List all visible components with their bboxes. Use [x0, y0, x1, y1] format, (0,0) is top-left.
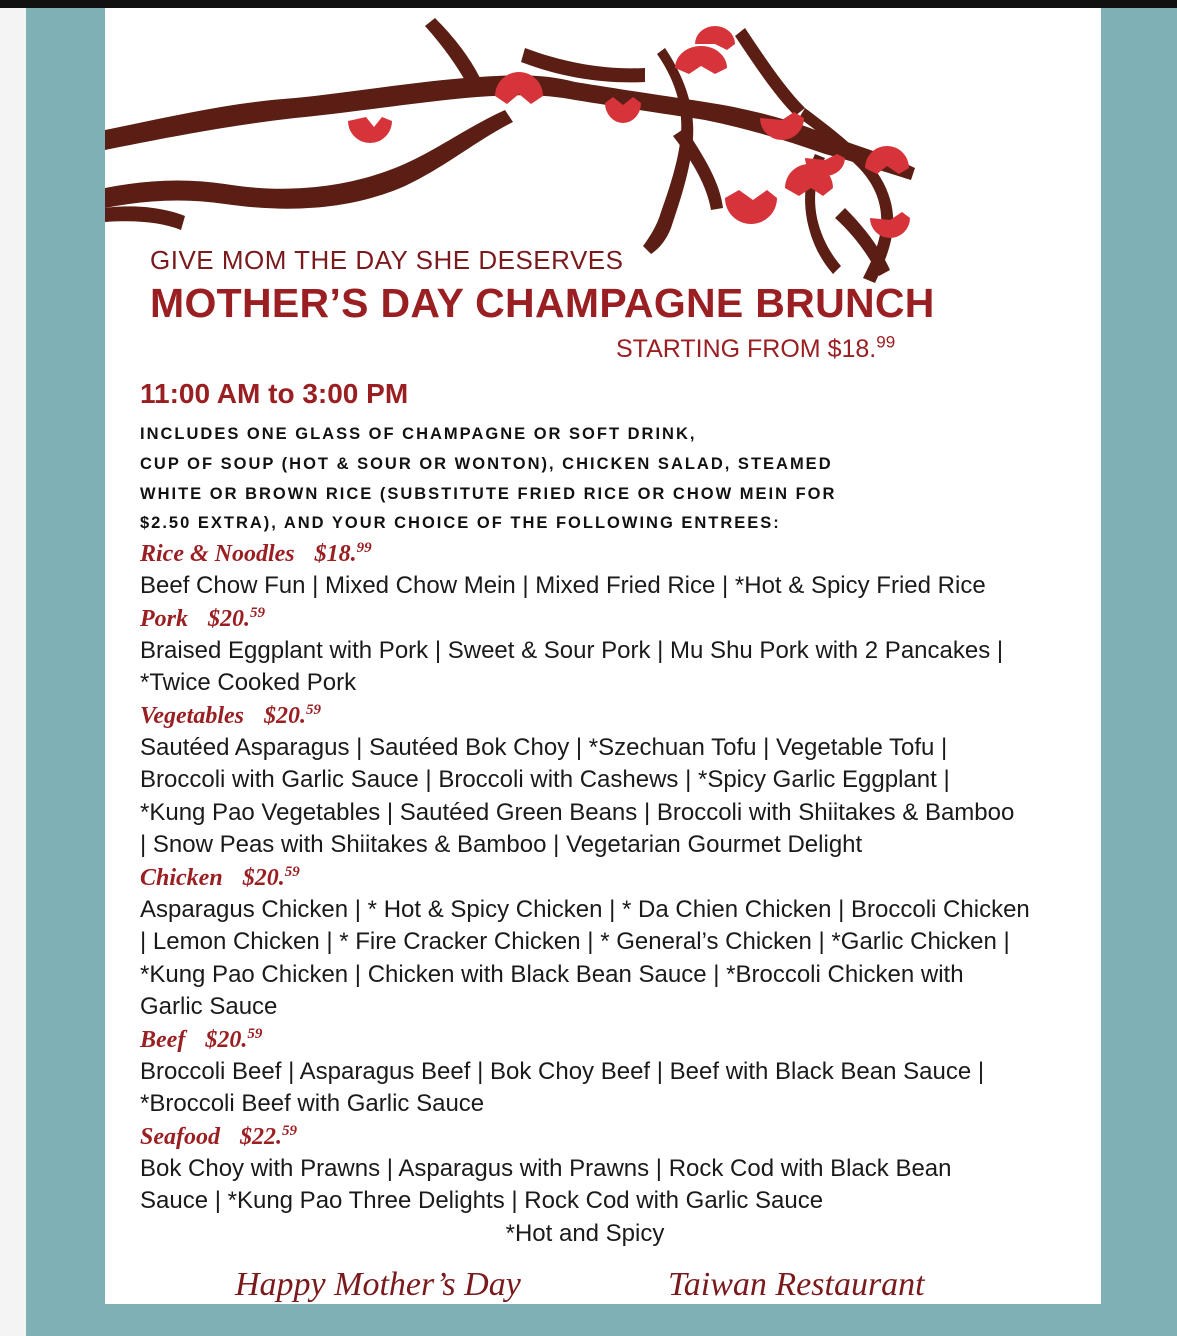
item-line: | Snow Peas with Shiitakes & Bamboo | Vegetarian Gourmet Delight: [140, 831, 863, 858]
tagline: GIVE MOM THE DAY SHE DESERVES: [150, 245, 624, 275]
brunch-hours: 11:00 AM to 3:00 PM: [140, 378, 409, 409]
item-line: Garlic Sauce: [140, 993, 278, 1020]
price-dollars: $20.: [263, 702, 306, 729]
category-name: Chicken: [140, 864, 223, 891]
category-name: Rice & Noodles: [140, 541, 295, 567]
category-items-vegetables: [140, 732, 1040, 862]
category-price: [264, 703, 321, 729]
price-cents: 59: [305, 701, 321, 718]
top-edge: [0, 0, 1177, 8]
item-line: *Kung Pao Chicken | Chicken with Black Bean Sauce | *Broccoli Chicken with: [140, 960, 964, 988]
entree-list: [140, 538, 1040, 1250]
price-dollars: $20.: [242, 864, 285, 891]
category-heading-pork: [140, 603, 1040, 635]
category-price: [315, 541, 372, 567]
category-items-beef: [140, 1056, 1040, 1121]
category-heading-rice-noodles: [140, 538, 1040, 570]
starting-price-cents: 99: [876, 332, 896, 352]
category-price: [205, 1027, 262, 1053]
item-line: *Broccoli Beef with Garlic Sauce: [140, 1090, 485, 1117]
category-name: Beef: [140, 1026, 186, 1053]
footer-greeting: Happy Mother’s Day: [235, 1266, 521, 1303]
item-line: | Lemon Chicken | * Fire Cracker Chicken | * General’s Chicken | *Garlic Chicken |: [140, 928, 1010, 955]
category-heading-chicken: [140, 862, 1040, 894]
item-line: Sautéed Asparagus | Sautéed Bok Choy | *Szechuan Tofu | Vegetable Tofu |: [140, 733, 948, 761]
category-items-rice-noodles: [140, 570, 1040, 603]
price-cents: 59: [282, 1122, 297, 1139]
item-line: Broccoli Beef | Asparagus Beef | Bok Choy Beef | Beef with Black Bean Sauce |: [140, 1057, 985, 1085]
price-dollars: $22.: [240, 1123, 282, 1150]
starting-price-text: STARTING FROM $18.: [616, 335, 877, 363]
item-line: Asparagus Chicken | * Hot & Spicy Chicken | * Da Chien Chicken | Broccoli Chicken: [140, 895, 1030, 923]
price-cents: 59: [284, 863, 300, 880]
category-heading-vegetables: [140, 700, 1040, 732]
item-line: Bok Choy with Prawns | Asparagus with Prawns | Rock Cod with Black Bean: [140, 1154, 952, 1182]
spicy-note: *Hot and Spicy: [505, 1219, 665, 1247]
includes-line: WHITE OR BROWN RICE (SUBSTITUTE FRIED RICE OR CHOW MEIN FOR: [140, 484, 837, 503]
item-line: Sauce | *Kung Pao Three Delights | Rock Cod with Garlic Sauce: [140, 1187, 824, 1214]
item-line: Beef Chow Fun | Mixed Chow Mein | Mixed Fried Rice | *Hot & Spicy Fried Rice: [140, 572, 986, 599]
includes-line: $2.50 EXTRA), AND YOUR CHOICE OF THE FOLLOWING ENTREES:: [140, 514, 781, 533]
includes-line: INCLUDES ONE GLASS OF CHAMPAGNE OR SOFT DRINK,: [140, 425, 697, 443]
category-name: Pork: [140, 605, 188, 632]
category-name: Vegetables: [140, 702, 244, 729]
menu-flyer: [105, 8, 1101, 1304]
includes-line: CUP OF SOUP (HOT & SOUR OR WONTON), CHICKEN SALAD, STEAMED: [140, 454, 833, 473]
item-line: *Twice Cooked Pork: [140, 669, 357, 696]
price-cents: 99: [356, 540, 372, 556]
category-items-seafood: [140, 1153, 1040, 1218]
category-items-chicken: [140, 894, 1040, 1024]
item-line: Broccoli with Garlic Sauce | Broccoli with Cashews | *Spicy Garlic Eggplant |: [140, 766, 950, 793]
category-items-pork: [140, 635, 1040, 700]
category-heading-beef: [140, 1024, 1040, 1056]
price-dollars: $18.: [314, 541, 357, 567]
starting-price: [616, 332, 896, 364]
footer-restaurant-name: Taiwan Restaurant: [668, 1266, 925, 1303]
item-line: *Kung Pao Vegetables | Sautéed Green Beans | Broccoli with Shiitakes & Bamboo: [140, 798, 1015, 826]
page-title: MOTHER’S DAY CHAMPAGNE BRUNCH: [150, 280, 935, 326]
left-edge: [0, 8, 26, 1336]
category-name: Seafood: [140, 1123, 220, 1150]
category-price: [243, 865, 300, 891]
item-line: Braised Eggplant with Pork | Sweet & Sour Pork | Mu Shu Pork with 2 Pancakes |: [140, 636, 1004, 664]
category-heading-seafood: [140, 1121, 1040, 1153]
includes-description: [140, 420, 1000, 539]
price-cents: 59: [247, 1025, 263, 1042]
price-dollars: $20.: [208, 605, 250, 632]
price-dollars: $20.: [205, 1026, 248, 1053]
category-price: [208, 606, 265, 632]
category-price: [240, 1124, 297, 1150]
price-cents: 59: [250, 604, 265, 621]
